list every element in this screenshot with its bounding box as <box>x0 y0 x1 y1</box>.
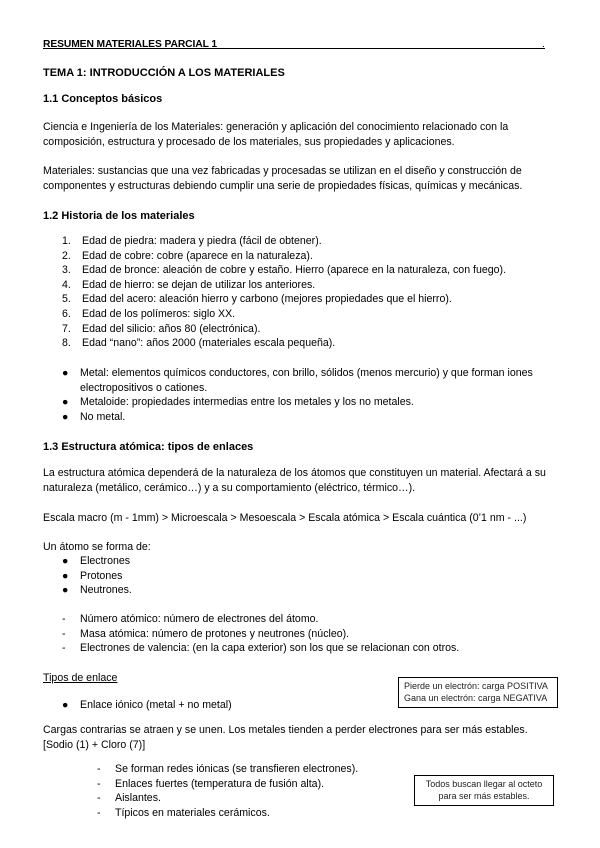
section-1-3-heading: 1.3 Estructura atómica: tipos de enlaces <box>43 441 254 453</box>
list-item: - Se forman redes iónicas (se transfieren electrones). <box>97 763 359 775</box>
bullet-icon: ● <box>62 699 69 711</box>
list-item: 4. Edad de hierro: se dejan de utilizar los anteriores. <box>62 278 316 291</box>
bullet-icon: ● <box>62 555 69 567</box>
list-item: ● Neutrones. <box>62 584 132 597</box>
tema-heading: TEMA 1: INTRODUCCIÓN A LOS MATERIALES <box>43 67 285 79</box>
octet-note-box: Todos buscan llegar al octeto para ser más estables. <box>414 775 554 806</box>
s3-paragraph-1: La estructura atómica dependerá de la naturaleza de los átomos que constituyen un material. Afectará a su naturaleza (metálico, cerámico…) y a su comportamiento (eléctrico, térmico…). <box>43 467 546 494</box>
list-item: 1. Edad de piedra: madera y piedra (fácil de obtener). <box>62 235 322 247</box>
s3-ionic-paragraph: Cargas contrarias se atraen y se unen. Los metales tienden a perder electrones para ser más estables. [Sodio (1) + Cloro (7)] <box>43 724 528 751</box>
bullet-icon: ● <box>62 396 69 409</box>
ionic-properties-list <box>97 762 397 820</box>
material-types-list <box>62 366 562 424</box>
section-1-1-heading: 1.1 Conceptos básicos <box>43 93 163 105</box>
bullet-icon: ● <box>62 584 69 597</box>
s1-paragraph-1: Ciencia e Ingeniería de los Materiales: generación y aplicación del conocimiento relacionado con la composición, estructura y procesado de los materiales, sus propiedades y aplicaciones. <box>43 121 509 148</box>
list-item: 3. Edad de bronce: aleación de cobre y estaño. Hierro (aparece en la naturaleza, con fuego). <box>62 264 507 277</box>
atom-definitions-list <box>62 612 562 656</box>
list-item: ● Metaloide: propiedades intermedias entre los metales y los no metales. <box>62 396 414 409</box>
list-item: - Típicos en materiales cerámicos. <box>97 806 270 819</box>
s1-paragraph-2: Materiales: sustancias que una vez fabricadas y procesadas se utilizan en el diseño y construcción de componentes y estructuras debiendo cumplir una serie de propiedades físicas, químicas y mecánicas. <box>43 165 523 192</box>
list-item: 7. Edad del silicio: años 80 (electrónica). <box>62 322 261 335</box>
list-item: 6. Edad de los polímeros: siglo XX. <box>62 307 236 320</box>
s3-atom-intro: Un átomo se forma de: <box>43 541 151 553</box>
list-item: 8. Edad “nano”: años 2000 (materiales escala pequeña). <box>62 337 336 350</box>
list-item: ● No metal. <box>62 410 126 423</box>
list-item: - Aislantes. <box>97 792 161 805</box>
list-item: ● Protones <box>62 569 123 582</box>
bullet-icon: ● <box>62 569 69 582</box>
bullet-icon: ● <box>62 410 69 423</box>
list-item: ● Enlace iónico (metal + no metal) <box>62 699 232 711</box>
list-item: 2. Edad de cobre: cobre (aparece en la naturaleza). <box>62 249 313 262</box>
list-item: - Masa atómica: número de protones y neutrones (núcleo). <box>62 627 350 640</box>
section-1-2-heading: 1.2 Historia de los materiales <box>43 210 195 222</box>
list-item: - Enlaces fuertes (temperatura de fusión alta). <box>97 777 325 790</box>
s3-scale-paragraph: Escala macro (m - 1mm) > Microescala > Mesoescala > Escala atómica > Escala cuántica (0’1 nm - ...) <box>43 512 527 524</box>
tipos-enlace-label: Tipos de enlace <box>43 672 118 684</box>
header-end-dot: . <box>542 39 545 50</box>
header-underline <box>43 48 545 49</box>
list-item: 5. Edad del acero: aleación hierro y carbono (mejores propiedades que el hierro). <box>62 293 452 306</box>
charge-note-box: Pierde un electrón: carga POSITIVA Gana un electrón: carga NEGATIVA <box>398 677 558 708</box>
ages-list <box>62 234 562 351</box>
list-item: - Número atómico: número de electrones del átomo. <box>62 613 319 625</box>
document-header-title: RESUMEN MATERIALES PARCIAL 1 <box>43 39 217 50</box>
bullet-icon: ● <box>62 367 69 379</box>
atom-parts-list <box>62 554 562 598</box>
list-item: ● Electrones <box>62 555 131 567</box>
list-item: - Electrones de valencia: (en la capa exterior) son los que se relacionan con otros. <box>62 642 460 655</box>
list-item: ● Metal: elementos químicos conductores, con brillo, sólidos (menos mercurio) y que forman iones electropositivos o cationes. <box>62 367 533 394</box>
